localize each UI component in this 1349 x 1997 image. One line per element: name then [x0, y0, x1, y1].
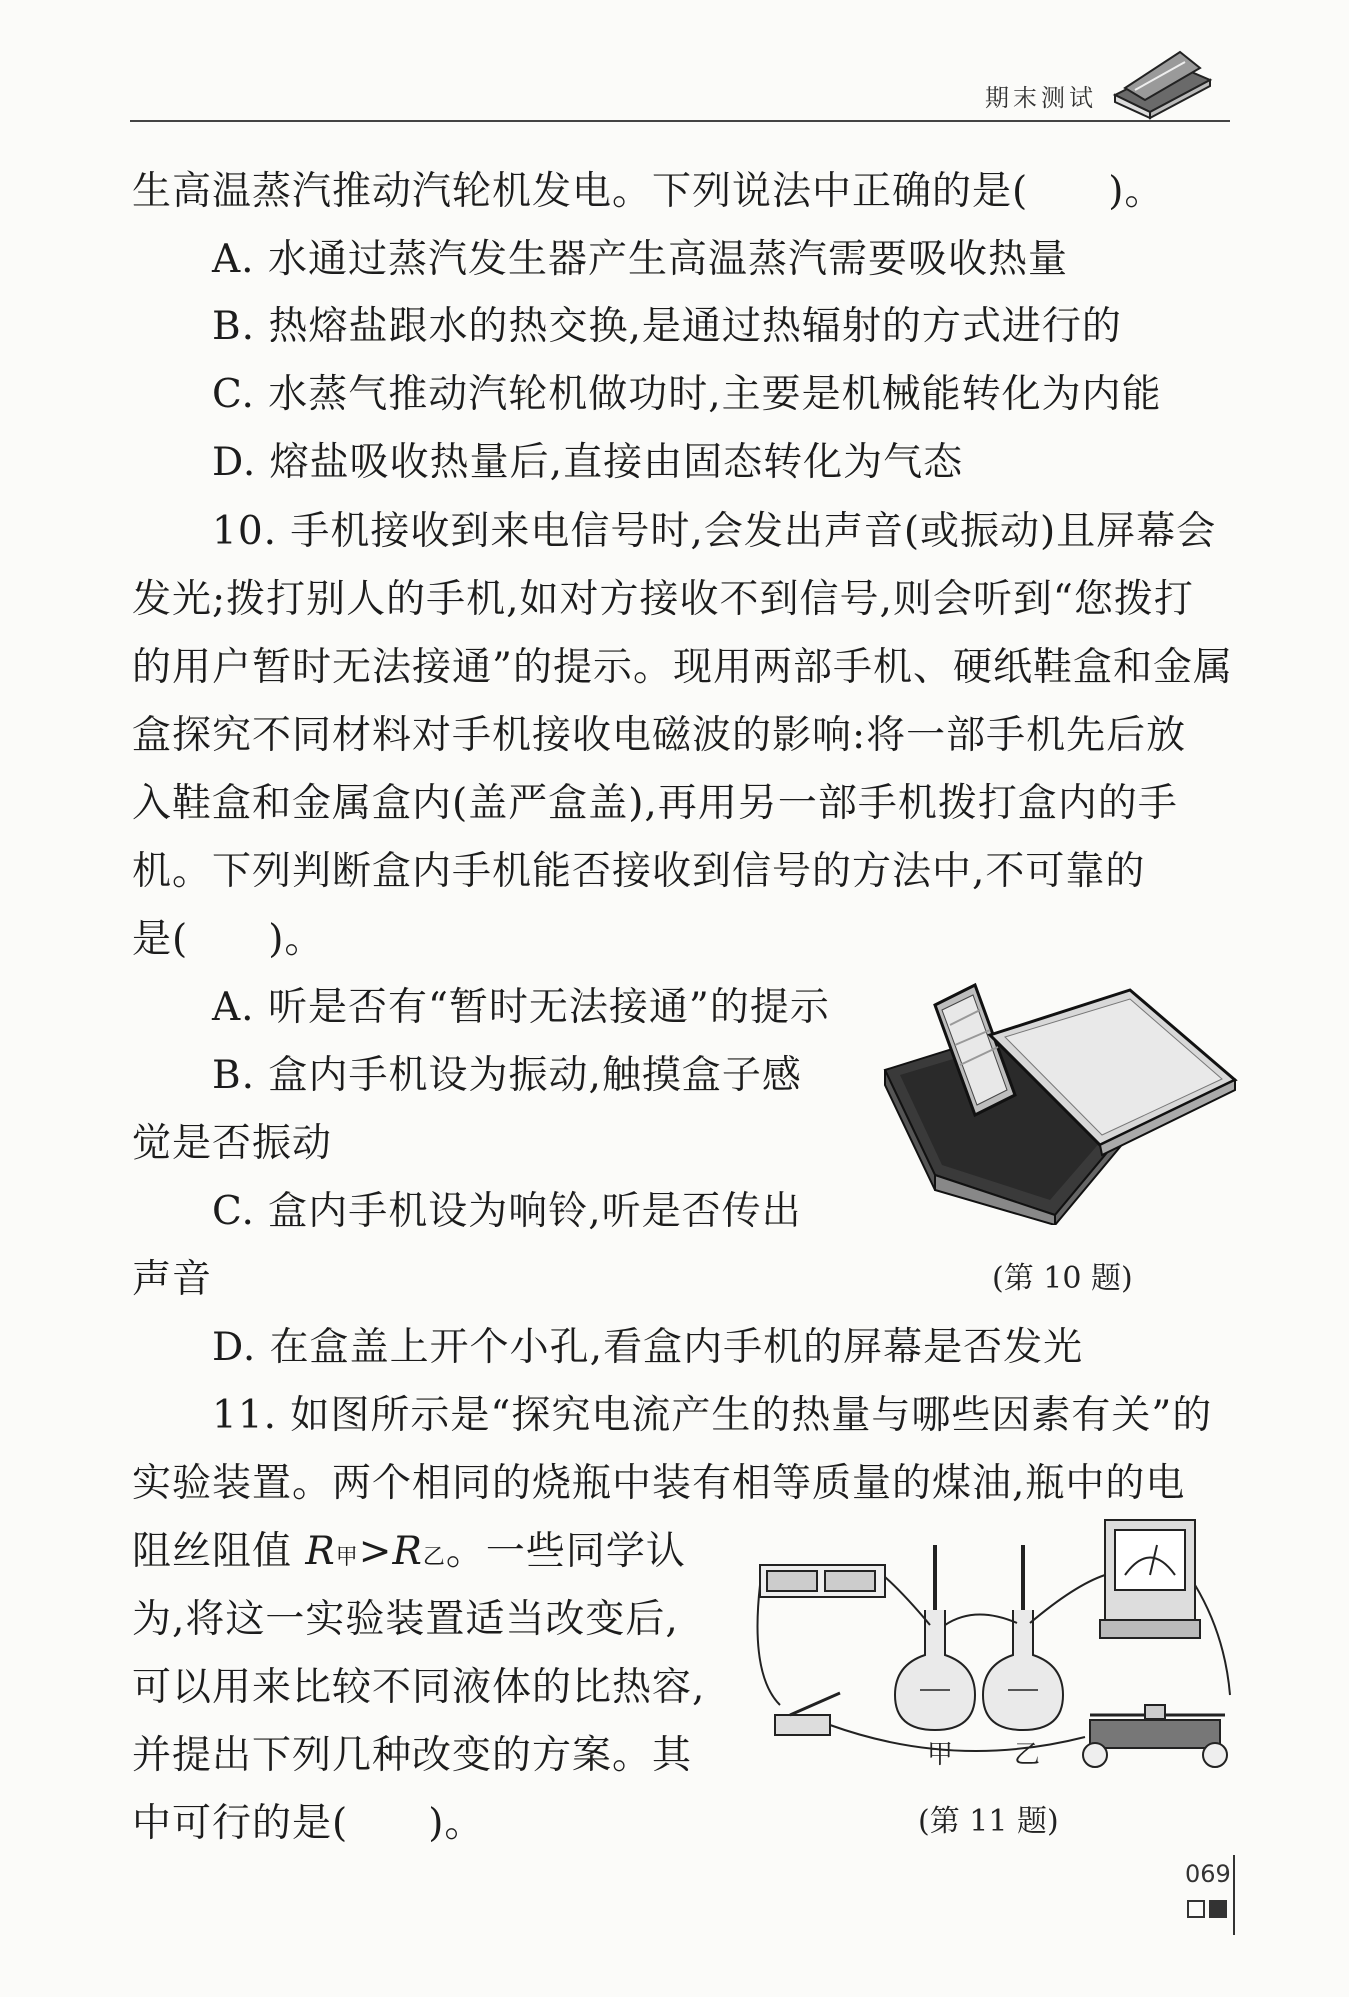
greater-than-sign: > — [358, 1529, 393, 1574]
q11-line-5: 可以用来比较不同液体的比热容, — [132, 1665, 706, 1710]
q10-option-b-line-2: 觉是否振动 — [132, 1121, 333, 1166]
q10-option-a: A. 听是否有“暂时无法接通”的提示 — [212, 985, 830, 1030]
q11-line-2: 实验装置。两个相同的烧瓶中装有相等质量的煤油,瓶中的电 — [132, 1461, 1186, 1506]
page-number: 069 — [1185, 1860, 1231, 1888]
header-rule — [130, 120, 1230, 122]
footer-box-filled — [1209, 1900, 1227, 1918]
resistance-symbol: R — [305, 1529, 336, 1574]
q10-option-c-line-1: C. 盒内手机设为响铃,听是否传出 — [212, 1189, 802, 1234]
flask-label-jia: 甲 — [927, 1740, 954, 1770]
q10-option-c-line-2: 声音 — [132, 1257, 213, 1302]
q10-line-7: 是( )。 — [132, 917, 325, 962]
q11-line-4: 为,将这一实验装置适当改变后, — [132, 1597, 679, 1642]
circuit-apparatus-figure — [755, 1515, 1240, 1780]
q11-line-7: 中可行的是( )。 — [132, 1801, 485, 1846]
subscript-jia: 甲 — [335, 1545, 359, 1570]
footer-rule — [1233, 1855, 1235, 1935]
q10-line-4: 盒探究不同材料对手机接收电磁波的影响:将一部手机先后放 — [132, 713, 1187, 758]
q9-option-d: D. 熔盐吸收热量后,直接由固态转化为气态 — [212, 440, 964, 485]
footer-box-outline — [1187, 1900, 1205, 1918]
book-icon — [1105, 40, 1215, 120]
figure-11-caption: (第 11 题) — [918, 1804, 1059, 1839]
q10-line-5: 入鞋盒和金属盒内(盖严盒盖),再用另一部手机拨打盒内的手 — [132, 781, 1178, 826]
q10-line-2: 发光;拨打别人的手机,如对方接收不到信号,则会听到“您拨打 — [132, 577, 1194, 622]
q11-line-3-pre: 阻丝阻值 — [132, 1529, 306, 1574]
resistance-symbol-2: R — [392, 1529, 423, 1574]
subscript-yi: 乙 — [422, 1545, 446, 1570]
phone-in-box-figure — [880, 975, 1240, 1225]
q10-option-b-line-1: B. 盒内手机设为振动,触摸盒子感 — [212, 1053, 802, 1098]
flask-label-yi: 乙 — [1014, 1740, 1041, 1770]
q10-line-3: 的用户暂时无法接通”的提示。现用两部手机、硬纸鞋盒和金属 — [132, 645, 1233, 690]
header-title: 期末测试 — [985, 84, 1097, 112]
q9-option-c: C. 水蒸气推动汽轮机做功时,主要是机械能转化为内能 — [212, 372, 1162, 417]
q11-line-1: 11. 如图所示是“探究电流产生的热量与哪些因素有关”的 — [212, 1393, 1213, 1438]
q11-line-3-post: 。一些同学认 — [445, 1529, 686, 1574]
figure-10-caption: (第 10 题) — [992, 1261, 1133, 1296]
q10-line-6: 机。下列判断盒内手机能否接收到信号的方法中,不可靠的 — [132, 849, 1146, 894]
q9-option-a: A. 水通过蒸汽发生器产生高温蒸汽需要吸收热量 — [212, 237, 1068, 282]
q9-option-b: B. 热熔盐跟水的热交换,是通过热辐射的方式进行的 — [212, 304, 1122, 349]
q10-line-1: 10. 手机接收到来电信号时,会发出声音(或振动)且屏幕会 — [212, 509, 1217, 554]
q11-line-6: 并提出下列几种改变的方案。其 — [132, 1733, 693, 1778]
q10-option-d: D. 在盒盖上开个小孔,看盒内手机的屏幕是否发光 — [212, 1325, 1084, 1370]
q11-line-3 — [132, 1529, 686, 1574]
q9-stem-continuation: 生高温蒸汽推动汽轮机发电。下列说法中正确的是( )。 — [132, 169, 1165, 214]
